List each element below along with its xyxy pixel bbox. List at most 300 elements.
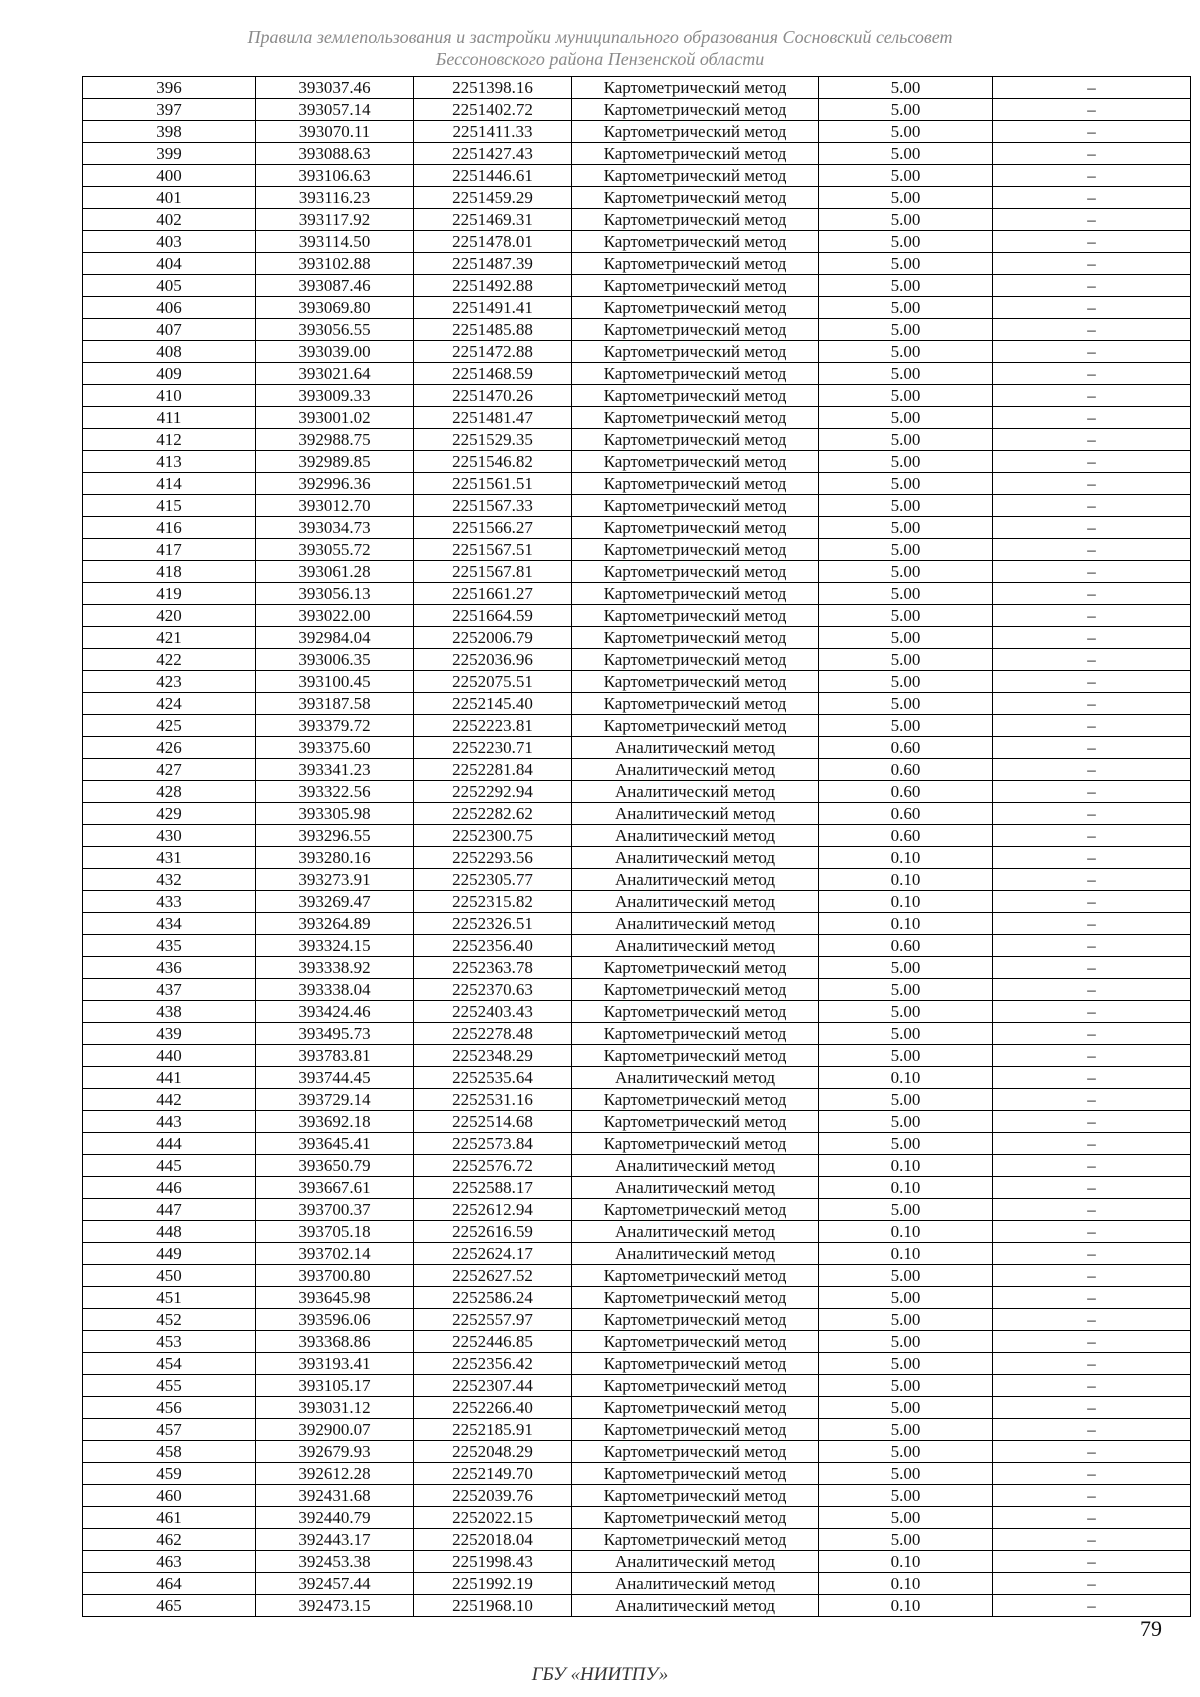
accuracy-cell: 0.10 bbox=[819, 1155, 993, 1177]
note-cell: – bbox=[993, 1089, 1191, 1111]
method-cell: Картометрический метод bbox=[572, 363, 819, 385]
method-cell: Картометрический метод bbox=[572, 605, 819, 627]
note-cell: – bbox=[993, 627, 1191, 649]
y-coordinate-cell: 2251485.88 bbox=[414, 319, 572, 341]
point-number-cell: 416 bbox=[83, 517, 256, 539]
page-number: 79 bbox=[1140, 1616, 1162, 1641]
accuracy-cell: 5.00 bbox=[819, 605, 993, 627]
accuracy-cell: 5.00 bbox=[819, 1111, 993, 1133]
y-coordinate-cell: 2252039.76 bbox=[414, 1485, 572, 1507]
y-coordinate-cell: 2251561.51 bbox=[414, 473, 572, 495]
y-coordinate-cell: 2252446.85 bbox=[414, 1331, 572, 1353]
point-number-cell: 406 bbox=[83, 297, 256, 319]
x-coordinate-cell: 393692.18 bbox=[256, 1111, 414, 1133]
note-cell: – bbox=[993, 1419, 1191, 1441]
accuracy-cell: 5.00 bbox=[819, 473, 993, 495]
method-cell: Аналитический метод bbox=[572, 825, 819, 847]
note-cell: – bbox=[993, 319, 1191, 341]
accuracy-cell: 0.10 bbox=[819, 847, 993, 869]
point-number-cell: 440 bbox=[83, 1045, 256, 1067]
y-coordinate-cell: 2251459.29 bbox=[414, 187, 572, 209]
y-coordinate-cell: 2251427.43 bbox=[414, 143, 572, 165]
point-number-cell: 459 bbox=[83, 1463, 256, 1485]
method-cell: Картометрический метод bbox=[572, 1529, 819, 1551]
method-cell: Картометрический метод bbox=[572, 187, 819, 209]
accuracy-cell: 5.00 bbox=[819, 495, 993, 517]
x-coordinate-cell: 393057.14 bbox=[256, 99, 414, 121]
note-cell: – bbox=[993, 231, 1191, 253]
note-cell: – bbox=[993, 363, 1191, 385]
x-coordinate-cell: 393100.45 bbox=[256, 671, 414, 693]
y-coordinate-cell: 2252586.24 bbox=[414, 1287, 572, 1309]
point-number-cell: 408 bbox=[83, 341, 256, 363]
method-cell: Картометрический метод bbox=[572, 1331, 819, 1353]
method-cell: Аналитический метод bbox=[572, 1221, 819, 1243]
point-number-cell: 402 bbox=[83, 209, 256, 231]
note-cell: – bbox=[993, 979, 1191, 1001]
point-number-cell: 444 bbox=[83, 1133, 256, 1155]
x-coordinate-cell: 392431.68 bbox=[256, 1485, 414, 1507]
y-coordinate-cell: 2251469.31 bbox=[414, 209, 572, 231]
accuracy-cell: 0.60 bbox=[819, 759, 993, 781]
table-row bbox=[83, 1595, 1191, 1617]
method-cell: Картометрический метод bbox=[572, 1353, 819, 1375]
x-coordinate-cell: 392473.15 bbox=[256, 1595, 414, 1617]
header-line-1: Правила землепользования и застройки муниципального образования Сосновский сельсовет bbox=[247, 27, 953, 47]
y-coordinate-cell: 2252278.48 bbox=[414, 1023, 572, 1045]
point-number-cell: 464 bbox=[83, 1573, 256, 1595]
y-coordinate-cell: 2251487.39 bbox=[414, 253, 572, 275]
point-number-cell: 428 bbox=[83, 781, 256, 803]
table-row bbox=[83, 715, 1191, 737]
note-cell: – bbox=[993, 1397, 1191, 1419]
accuracy-cell: 5.00 bbox=[819, 979, 993, 1001]
point-number-cell: 442 bbox=[83, 1089, 256, 1111]
table-row bbox=[83, 451, 1191, 473]
accuracy-cell: 5.00 bbox=[819, 539, 993, 561]
table-row bbox=[83, 649, 1191, 671]
method-cell: Картометрический метод bbox=[572, 429, 819, 451]
note-cell: – bbox=[993, 1045, 1191, 1067]
accuracy-cell: 5.00 bbox=[819, 1199, 993, 1221]
y-coordinate-cell: 2252293.56 bbox=[414, 847, 572, 869]
point-number-cell: 454 bbox=[83, 1353, 256, 1375]
table-row bbox=[83, 407, 1191, 429]
x-coordinate-cell: 393117.92 bbox=[256, 209, 414, 231]
x-coordinate-cell: 393034.73 bbox=[256, 517, 414, 539]
y-coordinate-cell: 2251411.33 bbox=[414, 121, 572, 143]
y-coordinate-cell: 2251992.19 bbox=[414, 1573, 572, 1595]
x-coordinate-cell: 393039.00 bbox=[256, 341, 414, 363]
table-row bbox=[83, 297, 1191, 319]
table-row bbox=[83, 913, 1191, 935]
table-row bbox=[83, 1023, 1191, 1045]
table-row bbox=[83, 253, 1191, 275]
table-row bbox=[83, 143, 1191, 165]
accuracy-cell: 0.10 bbox=[819, 1551, 993, 1573]
accuracy-cell: 5.00 bbox=[819, 1375, 993, 1397]
point-number-cell: 431 bbox=[83, 847, 256, 869]
point-number-cell: 417 bbox=[83, 539, 256, 561]
point-number-cell: 423 bbox=[83, 671, 256, 693]
x-coordinate-cell: 393744.45 bbox=[256, 1067, 414, 1089]
accuracy-cell: 0.10 bbox=[819, 1067, 993, 1089]
y-coordinate-cell: 2251664.59 bbox=[414, 605, 572, 627]
method-cell: Картометрический метод bbox=[572, 143, 819, 165]
method-cell: Картометрический метод bbox=[572, 231, 819, 253]
method-cell: Картометрический метод bbox=[572, 671, 819, 693]
point-number-cell: 398 bbox=[83, 121, 256, 143]
method-cell: Картометрический метод bbox=[572, 649, 819, 671]
accuracy-cell: 5.00 bbox=[819, 165, 993, 187]
accuracy-cell: 5.00 bbox=[819, 77, 993, 99]
method-cell: Аналитический метод bbox=[572, 1177, 819, 1199]
point-number-cell: 429 bbox=[83, 803, 256, 825]
note-cell: – bbox=[993, 759, 1191, 781]
method-cell: Аналитический метод bbox=[572, 1243, 819, 1265]
table-row bbox=[83, 1353, 1191, 1375]
method-cell: Аналитический метод bbox=[572, 737, 819, 759]
y-coordinate-cell: 2252266.40 bbox=[414, 1397, 572, 1419]
note-cell: – bbox=[993, 77, 1191, 99]
method-cell: Картометрический метод bbox=[572, 627, 819, 649]
point-number-cell: 447 bbox=[83, 1199, 256, 1221]
note-cell: – bbox=[993, 1023, 1191, 1045]
method-cell: Картометрический метод bbox=[572, 1441, 819, 1463]
table-row bbox=[83, 517, 1191, 539]
y-coordinate-cell: 2251470.26 bbox=[414, 385, 572, 407]
table-row bbox=[83, 1221, 1191, 1243]
x-coordinate-cell: 393368.86 bbox=[256, 1331, 414, 1353]
method-cell: Картометрический метод bbox=[572, 121, 819, 143]
x-coordinate-cell: 393650.79 bbox=[256, 1155, 414, 1177]
note-cell: – bbox=[993, 341, 1191, 363]
note-cell: – bbox=[993, 473, 1191, 495]
x-coordinate-cell: 393037.46 bbox=[256, 77, 414, 99]
note-cell: – bbox=[993, 1155, 1191, 1177]
table-row bbox=[83, 1441, 1191, 1463]
note-cell: – bbox=[993, 1265, 1191, 1287]
note-cell: – bbox=[993, 539, 1191, 561]
y-coordinate-cell: 2252514.68 bbox=[414, 1111, 572, 1133]
x-coordinate-cell: 393424.46 bbox=[256, 1001, 414, 1023]
coordinates-table bbox=[82, 76, 1191, 1617]
table-row bbox=[83, 957, 1191, 979]
note-cell: – bbox=[993, 583, 1191, 605]
note-cell: – bbox=[993, 1199, 1191, 1221]
table-row bbox=[83, 561, 1191, 583]
method-cell: Аналитический метод bbox=[572, 1595, 819, 1617]
x-coordinate-cell: 393700.80 bbox=[256, 1265, 414, 1287]
accuracy-cell: 5.00 bbox=[819, 1287, 993, 1309]
x-coordinate-cell: 392612.28 bbox=[256, 1463, 414, 1485]
point-number-cell: 400 bbox=[83, 165, 256, 187]
table-row bbox=[83, 1243, 1191, 1265]
point-number-cell: 411 bbox=[83, 407, 256, 429]
note-cell: – bbox=[993, 429, 1191, 451]
point-number-cell: 452 bbox=[83, 1309, 256, 1331]
method-cell: Аналитический метод bbox=[572, 1067, 819, 1089]
method-cell: Картометрический метод bbox=[572, 1463, 819, 1485]
method-cell: Картометрический метод bbox=[572, 253, 819, 275]
y-coordinate-cell: 2252627.52 bbox=[414, 1265, 572, 1287]
method-cell: Аналитический метод bbox=[572, 803, 819, 825]
table-row bbox=[83, 803, 1191, 825]
note-cell: – bbox=[993, 143, 1191, 165]
note-cell: – bbox=[993, 1573, 1191, 1595]
table-row bbox=[83, 539, 1191, 561]
note-cell: – bbox=[993, 715, 1191, 737]
accuracy-cell: 5.00 bbox=[819, 1419, 993, 1441]
x-coordinate-cell: 393087.46 bbox=[256, 275, 414, 297]
y-coordinate-cell: 2251491.41 bbox=[414, 297, 572, 319]
accuracy-cell: 0.60 bbox=[819, 803, 993, 825]
accuracy-cell: 5.00 bbox=[819, 253, 993, 275]
note-cell: – bbox=[993, 1463, 1191, 1485]
note-cell: – bbox=[993, 1551, 1191, 1573]
note-cell: – bbox=[993, 891, 1191, 913]
table-row bbox=[83, 825, 1191, 847]
method-cell: Аналитический метод bbox=[572, 913, 819, 935]
method-cell: Картометрический метод bbox=[572, 1089, 819, 1111]
note-cell: – bbox=[993, 825, 1191, 847]
x-coordinate-cell: 393069.80 bbox=[256, 297, 414, 319]
table-row bbox=[83, 1199, 1191, 1221]
point-number-cell: 410 bbox=[83, 385, 256, 407]
x-coordinate-cell: 393070.11 bbox=[256, 121, 414, 143]
note-cell: – bbox=[993, 187, 1191, 209]
x-coordinate-cell: 393280.16 bbox=[256, 847, 414, 869]
point-number-cell: 426 bbox=[83, 737, 256, 759]
method-cell: Картометрический метод bbox=[572, 319, 819, 341]
method-cell: Картометрический метод bbox=[572, 979, 819, 1001]
x-coordinate-cell: 393273.91 bbox=[256, 869, 414, 891]
method-cell: Картометрический метод bbox=[572, 297, 819, 319]
table-row bbox=[83, 781, 1191, 803]
y-coordinate-cell: 2251446.61 bbox=[414, 165, 572, 187]
point-number-cell: 418 bbox=[83, 561, 256, 583]
table-row bbox=[83, 1551, 1191, 1573]
y-coordinate-cell: 2252305.77 bbox=[414, 869, 572, 891]
accuracy-cell: 5.00 bbox=[819, 341, 993, 363]
x-coordinate-cell: 393105.17 bbox=[256, 1375, 414, 1397]
x-coordinate-cell: 392988.75 bbox=[256, 429, 414, 451]
y-coordinate-cell: 2252403.43 bbox=[414, 1001, 572, 1023]
y-coordinate-cell: 2252612.94 bbox=[414, 1199, 572, 1221]
point-number-cell: 404 bbox=[83, 253, 256, 275]
note-cell: – bbox=[993, 1133, 1191, 1155]
note-cell: – bbox=[993, 385, 1191, 407]
table-row bbox=[83, 209, 1191, 231]
y-coordinate-cell: 2252281.84 bbox=[414, 759, 572, 781]
method-cell: Картометрический метод bbox=[572, 539, 819, 561]
note-cell: – bbox=[993, 121, 1191, 143]
accuracy-cell: 5.00 bbox=[819, 429, 993, 451]
x-coordinate-cell: 393783.81 bbox=[256, 1045, 414, 1067]
y-coordinate-cell: 2251567.33 bbox=[414, 495, 572, 517]
accuracy-cell: 0.10 bbox=[819, 869, 993, 891]
x-coordinate-cell: 393001.02 bbox=[256, 407, 414, 429]
method-cell: Картометрический метод bbox=[572, 209, 819, 231]
note-cell: – bbox=[993, 99, 1191, 121]
x-coordinate-cell: 393645.98 bbox=[256, 1287, 414, 1309]
accuracy-cell: 5.00 bbox=[819, 231, 993, 253]
table-row bbox=[83, 429, 1191, 451]
y-coordinate-cell: 2252075.51 bbox=[414, 671, 572, 693]
point-number-cell: 414 bbox=[83, 473, 256, 495]
accuracy-cell: 5.00 bbox=[819, 187, 993, 209]
accuracy-cell: 5.00 bbox=[819, 209, 993, 231]
x-coordinate-cell: 393596.06 bbox=[256, 1309, 414, 1331]
x-coordinate-cell: 393305.98 bbox=[256, 803, 414, 825]
table-row bbox=[83, 341, 1191, 363]
note-cell: – bbox=[993, 495, 1191, 517]
y-coordinate-cell: 2252348.29 bbox=[414, 1045, 572, 1067]
y-coordinate-cell: 2252145.40 bbox=[414, 693, 572, 715]
y-coordinate-cell: 2252006.79 bbox=[414, 627, 572, 649]
method-cell: Картометрический метод bbox=[572, 1485, 819, 1507]
table-row bbox=[83, 1331, 1191, 1353]
x-coordinate-cell: 392457.44 bbox=[256, 1573, 414, 1595]
point-number-cell: 448 bbox=[83, 1221, 256, 1243]
y-coordinate-cell: 2251661.27 bbox=[414, 583, 572, 605]
note-cell: – bbox=[993, 407, 1191, 429]
table-row bbox=[83, 165, 1191, 187]
table-row bbox=[83, 1045, 1191, 1067]
method-cell: Картометрический метод bbox=[572, 1419, 819, 1441]
accuracy-cell: 0.10 bbox=[819, 891, 993, 913]
accuracy-cell: 5.00 bbox=[819, 957, 993, 979]
accuracy-cell: 5.00 bbox=[819, 385, 993, 407]
table-row bbox=[83, 1529, 1191, 1551]
table-row bbox=[83, 1177, 1191, 1199]
table-row bbox=[83, 1507, 1191, 1529]
point-number-cell: 453 bbox=[83, 1331, 256, 1353]
x-coordinate-cell: 392989.85 bbox=[256, 451, 414, 473]
x-coordinate-cell: 393056.55 bbox=[256, 319, 414, 341]
table-row bbox=[83, 627, 1191, 649]
accuracy-cell: 5.00 bbox=[819, 143, 993, 165]
point-number-cell: 397 bbox=[83, 99, 256, 121]
accuracy-cell: 5.00 bbox=[819, 1485, 993, 1507]
table-row bbox=[83, 473, 1191, 495]
x-coordinate-cell: 393322.56 bbox=[256, 781, 414, 803]
table-row bbox=[83, 1067, 1191, 1089]
point-number-cell: 415 bbox=[83, 495, 256, 517]
x-coordinate-cell: 393269.47 bbox=[256, 891, 414, 913]
table-row bbox=[83, 1573, 1191, 1595]
note-cell: – bbox=[993, 275, 1191, 297]
point-number-cell: 436 bbox=[83, 957, 256, 979]
accuracy-cell: 5.00 bbox=[819, 451, 993, 473]
x-coordinate-cell: 393700.37 bbox=[256, 1199, 414, 1221]
x-coordinate-cell: 393056.13 bbox=[256, 583, 414, 605]
table-row bbox=[83, 1089, 1191, 1111]
method-cell: Картометрический метод bbox=[572, 1111, 819, 1133]
y-coordinate-cell: 2252292.94 bbox=[414, 781, 572, 803]
x-coordinate-cell: 393341.23 bbox=[256, 759, 414, 781]
method-cell: Картометрический метод bbox=[572, 385, 819, 407]
table-row bbox=[83, 121, 1191, 143]
x-coordinate-cell: 393009.33 bbox=[256, 385, 414, 407]
x-coordinate-cell: 393667.61 bbox=[256, 1177, 414, 1199]
method-cell: Аналитический метод bbox=[572, 869, 819, 891]
x-coordinate-cell: 393006.35 bbox=[256, 649, 414, 671]
y-coordinate-cell: 2251567.51 bbox=[414, 539, 572, 561]
method-cell: Картометрический метод bbox=[572, 1199, 819, 1221]
note-cell: – bbox=[993, 847, 1191, 869]
accuracy-cell: 5.00 bbox=[819, 297, 993, 319]
method-cell: Картометрический метод bbox=[572, 715, 819, 737]
y-coordinate-cell: 2251478.01 bbox=[414, 231, 572, 253]
x-coordinate-cell: 392984.04 bbox=[256, 627, 414, 649]
y-coordinate-cell: 2252356.42 bbox=[414, 1353, 572, 1375]
accuracy-cell: 5.00 bbox=[819, 1441, 993, 1463]
accuracy-cell: 5.00 bbox=[819, 715, 993, 737]
note-cell: – bbox=[993, 1067, 1191, 1089]
point-number-cell: 457 bbox=[83, 1419, 256, 1441]
method-cell: Картометрический метод bbox=[572, 1309, 819, 1331]
accuracy-cell: 5.00 bbox=[819, 121, 993, 143]
accuracy-cell: 5.00 bbox=[819, 649, 993, 671]
note-cell: – bbox=[993, 297, 1191, 319]
x-coordinate-cell: 392443.17 bbox=[256, 1529, 414, 1551]
accuracy-cell: 5.00 bbox=[819, 1463, 993, 1485]
note-cell: – bbox=[993, 803, 1191, 825]
note-cell: – bbox=[993, 1309, 1191, 1331]
method-cell: Аналитический метод bbox=[572, 1551, 819, 1573]
x-coordinate-cell: 393187.58 bbox=[256, 693, 414, 715]
point-number-cell: 455 bbox=[83, 1375, 256, 1397]
y-coordinate-cell: 2251481.47 bbox=[414, 407, 572, 429]
y-coordinate-cell: 2251468.59 bbox=[414, 363, 572, 385]
note-cell: – bbox=[993, 253, 1191, 275]
table-row bbox=[83, 1463, 1191, 1485]
note-cell: – bbox=[993, 209, 1191, 231]
y-coordinate-cell: 2252149.70 bbox=[414, 1463, 572, 1485]
method-cell: Картометрический метод bbox=[572, 517, 819, 539]
y-coordinate-cell: 2251529.35 bbox=[414, 429, 572, 451]
accuracy-cell: 5.00 bbox=[819, 671, 993, 693]
method-cell: Картометрический метод bbox=[572, 165, 819, 187]
accuracy-cell: 5.00 bbox=[819, 1309, 993, 1331]
point-number-cell: 463 bbox=[83, 1551, 256, 1573]
x-coordinate-cell: 393264.89 bbox=[256, 913, 414, 935]
x-coordinate-cell: 393106.63 bbox=[256, 165, 414, 187]
method-cell: Картометрический метод bbox=[572, 1045, 819, 1067]
point-number-cell: 401 bbox=[83, 187, 256, 209]
accuracy-cell: 5.00 bbox=[819, 1001, 993, 1023]
accuracy-cell: 5.00 bbox=[819, 1089, 993, 1111]
point-number-cell: 420 bbox=[83, 605, 256, 627]
accuracy-cell: 5.00 bbox=[819, 1397, 993, 1419]
table-row bbox=[83, 1001, 1191, 1023]
note-cell: – bbox=[993, 451, 1191, 473]
accuracy-cell: 5.00 bbox=[819, 99, 993, 121]
table-row bbox=[83, 759, 1191, 781]
note-cell: – bbox=[993, 517, 1191, 539]
note-cell: – bbox=[993, 1375, 1191, 1397]
point-number-cell: 462 bbox=[83, 1529, 256, 1551]
note-cell: – bbox=[993, 869, 1191, 891]
x-coordinate-cell: 393193.41 bbox=[256, 1353, 414, 1375]
accuracy-cell: 5.00 bbox=[819, 561, 993, 583]
y-coordinate-cell: 2251566.27 bbox=[414, 517, 572, 539]
point-number-cell: 461 bbox=[83, 1507, 256, 1529]
table-row bbox=[83, 1287, 1191, 1309]
x-coordinate-cell: 393379.72 bbox=[256, 715, 414, 737]
point-number-cell: 430 bbox=[83, 825, 256, 847]
